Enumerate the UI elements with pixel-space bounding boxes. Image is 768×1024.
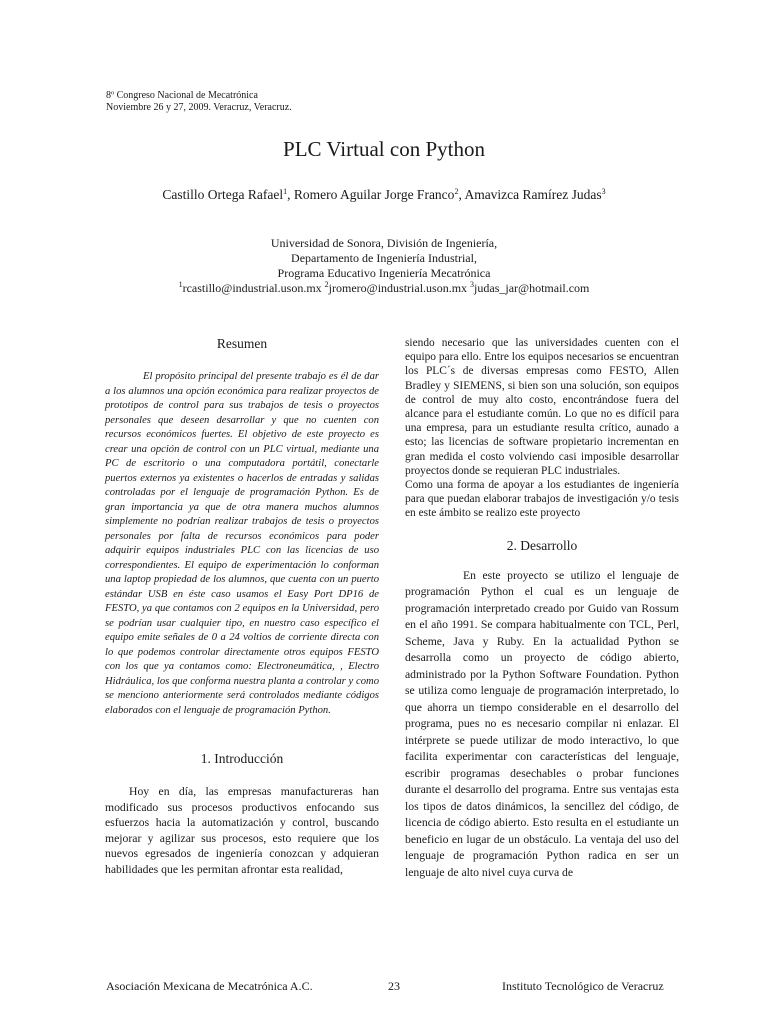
paper-title: PLC Virtual con Python (283, 137, 485, 161)
intro-text: Hoy en día, las empresas manufactureras han modificado sus procesos productivos enfocando sus esfuerzos hacia la automatización y control, buscando mejorar y agilizar sus procesos, esto requiere que los nuevos egresados de ingeniería conozcan y adquieran habilidades que les permitan afrontar esta realidad, (105, 785, 379, 876)
development-text: En este proyecto se utilizo el lenguaje de programación Python el cual es un lenguaje de programación interpretado creado por Guido van Rossum en el año 1991. Se compara habitualmente con TCL, Perl, Scheme, Java y Ruby. En la actualidad Python se desarrolla como un proyecto de código abierto, administrado por la Python Software Foundation. Python se utiliza como lenguaje de programación interpretado, lo que ahorra un tiempo considerable en el desarrollo del programa, pues no es necesario compilar ni enlazar. El intérprete se puede utilizar de modo interactivo, lo que facilita experimentar con características del lenguaje, escribir programas desechables o probar funciones durante el desarrollo del programa. Entre sus ventajas esta los tipos de datos dinámicos, la sencillez del código, de licencia de código abierto. Esto resulta en el estudiante un beneficio en lugar de un obstáculo. La ventaja del uso del lenguaje de programación Python radica en ser un lenguaje de alto nivel cuya curva de (405, 568, 679, 879)
email-1: rcastillo@industrial.uson.mx (182, 281, 322, 295)
right-paragraph-1: siendo necesario que las universidades cuenten con el equipo para ello. Entre los equipos necesarios se encuentran los PLC´s de diversas empresas como FESTO, Allen Bradley y SIEMENS, si bien son una solución, son equipos de control de muy alto costo, encontrándose fuera del alcance para el estudiante común. Lo que no es difícil para una empresa, para un estudiante resulta crítico, aunado a esto; las licencias de software propietario incrementan en gran medida el costo volviendo casi imposible desarrollar proyectos donde se requieran PLC industriales. (405, 337, 679, 477)
email-1-sup: 1 (178, 280, 183, 289)
email-3: judas_jar@hotmail.com (474, 281, 590, 295)
conference-header (106, 90, 292, 114)
affiliation-university: Universidad de Sonora, División de Ingeniería, (270, 236, 498, 250)
author-3: , Amavizca Ramírez Judas (458, 187, 602, 202)
affiliation-block (0, 236, 768, 296)
intro-heading: 1. Introducción (200, 751, 284, 766)
left-column (105, 336, 379, 877)
right-column (405, 336, 679, 881)
affiliation-department: Departamento de Ingeniería Industrial, (291, 251, 477, 265)
abstract-text: El propósito principal del presente trabajo es él de dar a los alumnos una opción económica para realizar proyectos de prototipos de control para sus trabajos de tesis o proyectos personales que deseen desarrollar y que no cuenten con recursos económicos fuertes. El objetivo de este proyecto es crear una opción de control con un PLC virtual, mediante una PC de escritorio o una computadora portátil, conectarle puertos externos ya existentes o hacerlos de entradas y salidas controladas por el lenguaje de programación Python. Es de gran importancia ya que de otra manera muchos alumnos simplemente no podrían realizar trabajos de tesis o proyectos personales por falta de recursos económicos para poder adquirir equipos industriales PLC con las licencias de uso correspondientes. El equipo de experimentación lo conforman una laptop propiedad de los alumnos, que cuenta con un puerto estándar USB en éste caso usamos el Easy Port DP16 de FESTO, ya que contamos con 2 equipos en la Universidad, pero se podrían usar cualquier tipo, en nuestro caso específico el equipo emite señales de 0 a 24 voltios de corriente directa con lo que podemos controlar directamente otros equipos FESTO con los que ya contamos como: Electroneumática, , Electro Hidráulica, los que conforma nuestra planta a controlar y como se menciono anteriormente será controlados mediante códigos elaborados con el lenguaje de programación Python. (105, 371, 379, 716)
author-1-sup: 1 (283, 187, 288, 196)
email-3-sup: 3 (470, 280, 475, 289)
author-2-sup: 2 (454, 187, 459, 196)
conference-date: Noviembre 26 y 27, 2009. Veracruz, Veracruz. (106, 102, 292, 113)
email-line (0, 281, 768, 296)
page-number: 23 (388, 979, 400, 993)
affiliation-program: Programa Educativo Ingeniería Mecatrónica (277, 266, 491, 280)
conference-name: 8º Congreso Nacional de Mecatrónica (106, 90, 258, 101)
abstract-heading: Resumen (216, 336, 268, 351)
author-list (0, 187, 768, 203)
development-heading: 2. Desarrollo (506, 537, 578, 553)
author-2: , Romero Aguilar Jorge Franco (287, 187, 455, 202)
footer-left: Asociación Mexicana de Mecatrónica A.C. (106, 979, 313, 993)
author-1: Castillo Ortega Rafael (162, 187, 284, 202)
email-2: jromero@industrial.uson.mx (328, 281, 468, 295)
footer-right: Instituto Tecnológico de Veracruz (502, 979, 664, 993)
email-2-sup: 2 (324, 280, 329, 289)
author-3-sup: 3 (601, 187, 606, 196)
right-paragraph-2: Como una forma de apoyar a los estudiantes de ingeniería para que puedan elaborar trabajos de investigación y/o tesis en este ámbito se realizo este proyecto (405, 479, 679, 520)
